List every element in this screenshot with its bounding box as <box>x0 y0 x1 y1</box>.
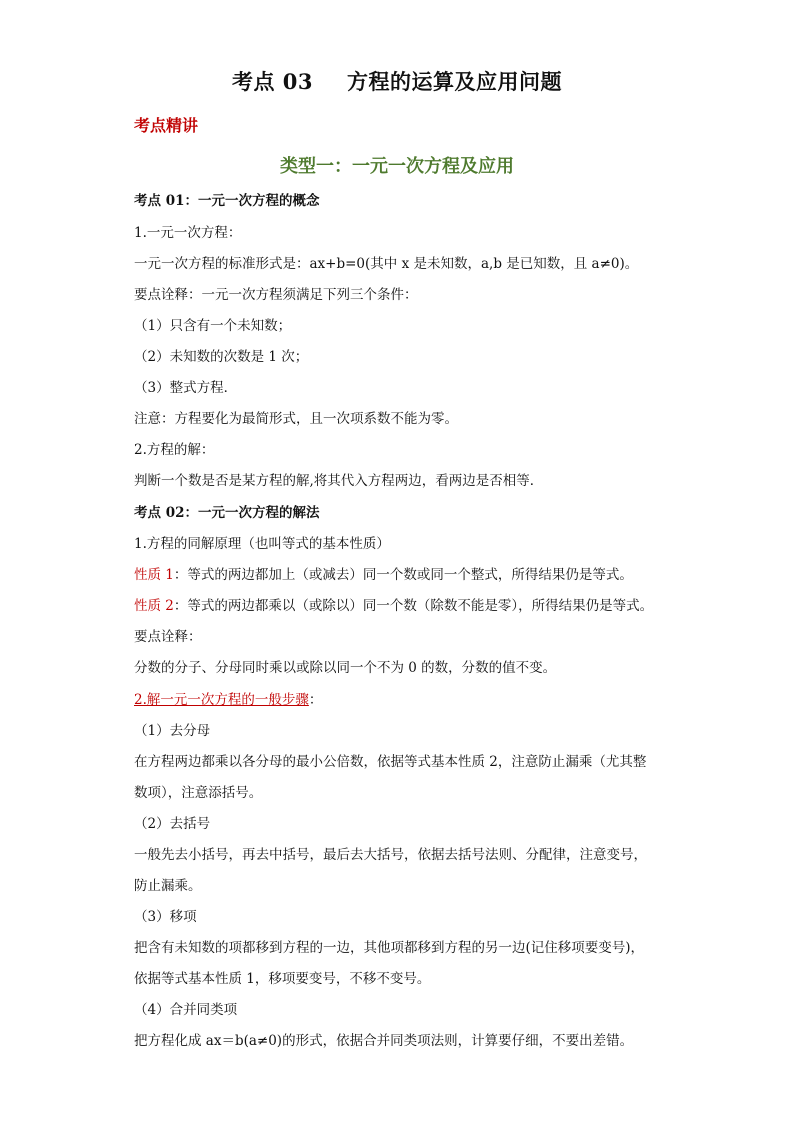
line-16: 分数的分子、分母同时乘以或除以同一个不为 0 的数，分数的值不变。 <box>134 660 557 676</box>
line-6: （2）未知数的次数是 1 次； <box>134 349 309 365</box>
property-2-label: 性质 2 <box>134 598 174 614</box>
line-22: 一般先去小括号，再去中括号，最后去大括号，依据去括号法则、分配律，注意变号， <box>134 847 647 863</box>
line-7: （3）整式方程． <box>134 380 238 396</box>
step-4-title: （4）合并同类项 <box>134 1002 238 1018</box>
line-12: 1.方程的同解原理（也叫等式的基本性质） <box>134 536 390 552</box>
line-5: （1）只含有一个未知数； <box>134 318 292 334</box>
line-15: 要点诠释： <box>134 629 202 645</box>
line-3: 一元一次方程的标准形式是：ax+b=0(其中 x 是未知数，a,b 是已知数，且 a≠0)。 <box>134 256 639 272</box>
section-heading: 考点精讲 <box>134 116 199 135</box>
steps-heading-colon: ： <box>308 692 323 708</box>
line-26: 依据等式基本性质 1，移项要变号，不移不变号。 <box>134 971 431 987</box>
steps-heading-label: 2.解一元一次方程的一般步骤 <box>134 692 309 708</box>
line-8: 注意：方程要化为最简形式，且一次项系数不能为零。 <box>134 411 458 427</box>
line-9: 2.方程的解： <box>134 442 215 458</box>
step-1-title: （1）去分母 <box>134 723 211 739</box>
line-19: 在方程两边都乘以各分母的最小公倍数，依据等式基本性质 2，注意防止漏乘（尤其整 <box>134 754 647 770</box>
line-23: 防止漏乘。 <box>134 878 202 894</box>
step-2-title: （2）去括号 <box>134 816 211 832</box>
step-3-title: （3）移项 <box>134 909 197 925</box>
page-title <box>0 66 794 96</box>
line-20: 数项），注意添括号。 <box>134 785 263 801</box>
line-10: 判断一个数是否是某方程的解,将其代入方程两边，看两边是否相等． <box>134 473 544 489</box>
line-28: 把方程化成 ax＝b(a≠0)的形式，依据合并同类项法则，计算要仔细，不要出差错。 <box>134 1033 634 1049</box>
property-2-line <box>134 597 653 615</box>
line-4: 要点诠释：一元一次方程须满足下列三个条件： <box>134 287 418 303</box>
title-part1: 考点 03 <box>231 69 314 94</box>
property-1-label: 性质 1 <box>134 567 174 583</box>
steps-heading-line <box>134 691 322 709</box>
property-1-text: ：等式的两边都加上（或减去）同一个数或同一个整式，所得结果仍是等式。 <box>173 567 633 583</box>
line-25: 把含有未知数的项都移到方程的一边，其他项都移到方程的另一边(记住移项要变号)， <box>134 940 645 956</box>
property-2-text: ：等式的两边都乘以（或除以）同一个数（除数不能是零），所得结果仍是等式。 <box>173 598 654 614</box>
point-02-heading: 考点 02：一元一次方程的解法 <box>134 505 320 521</box>
point-01-heading: 考点 01：一元一次方程的概念 <box>134 193 320 209</box>
property-1-line <box>134 566 633 584</box>
type-heading: 类型一：一元一次方程及应用 <box>280 156 514 177</box>
line-2: 1.一元一次方程： <box>134 225 242 241</box>
title-part2: 方程的运算及应用问题 <box>347 69 563 94</box>
